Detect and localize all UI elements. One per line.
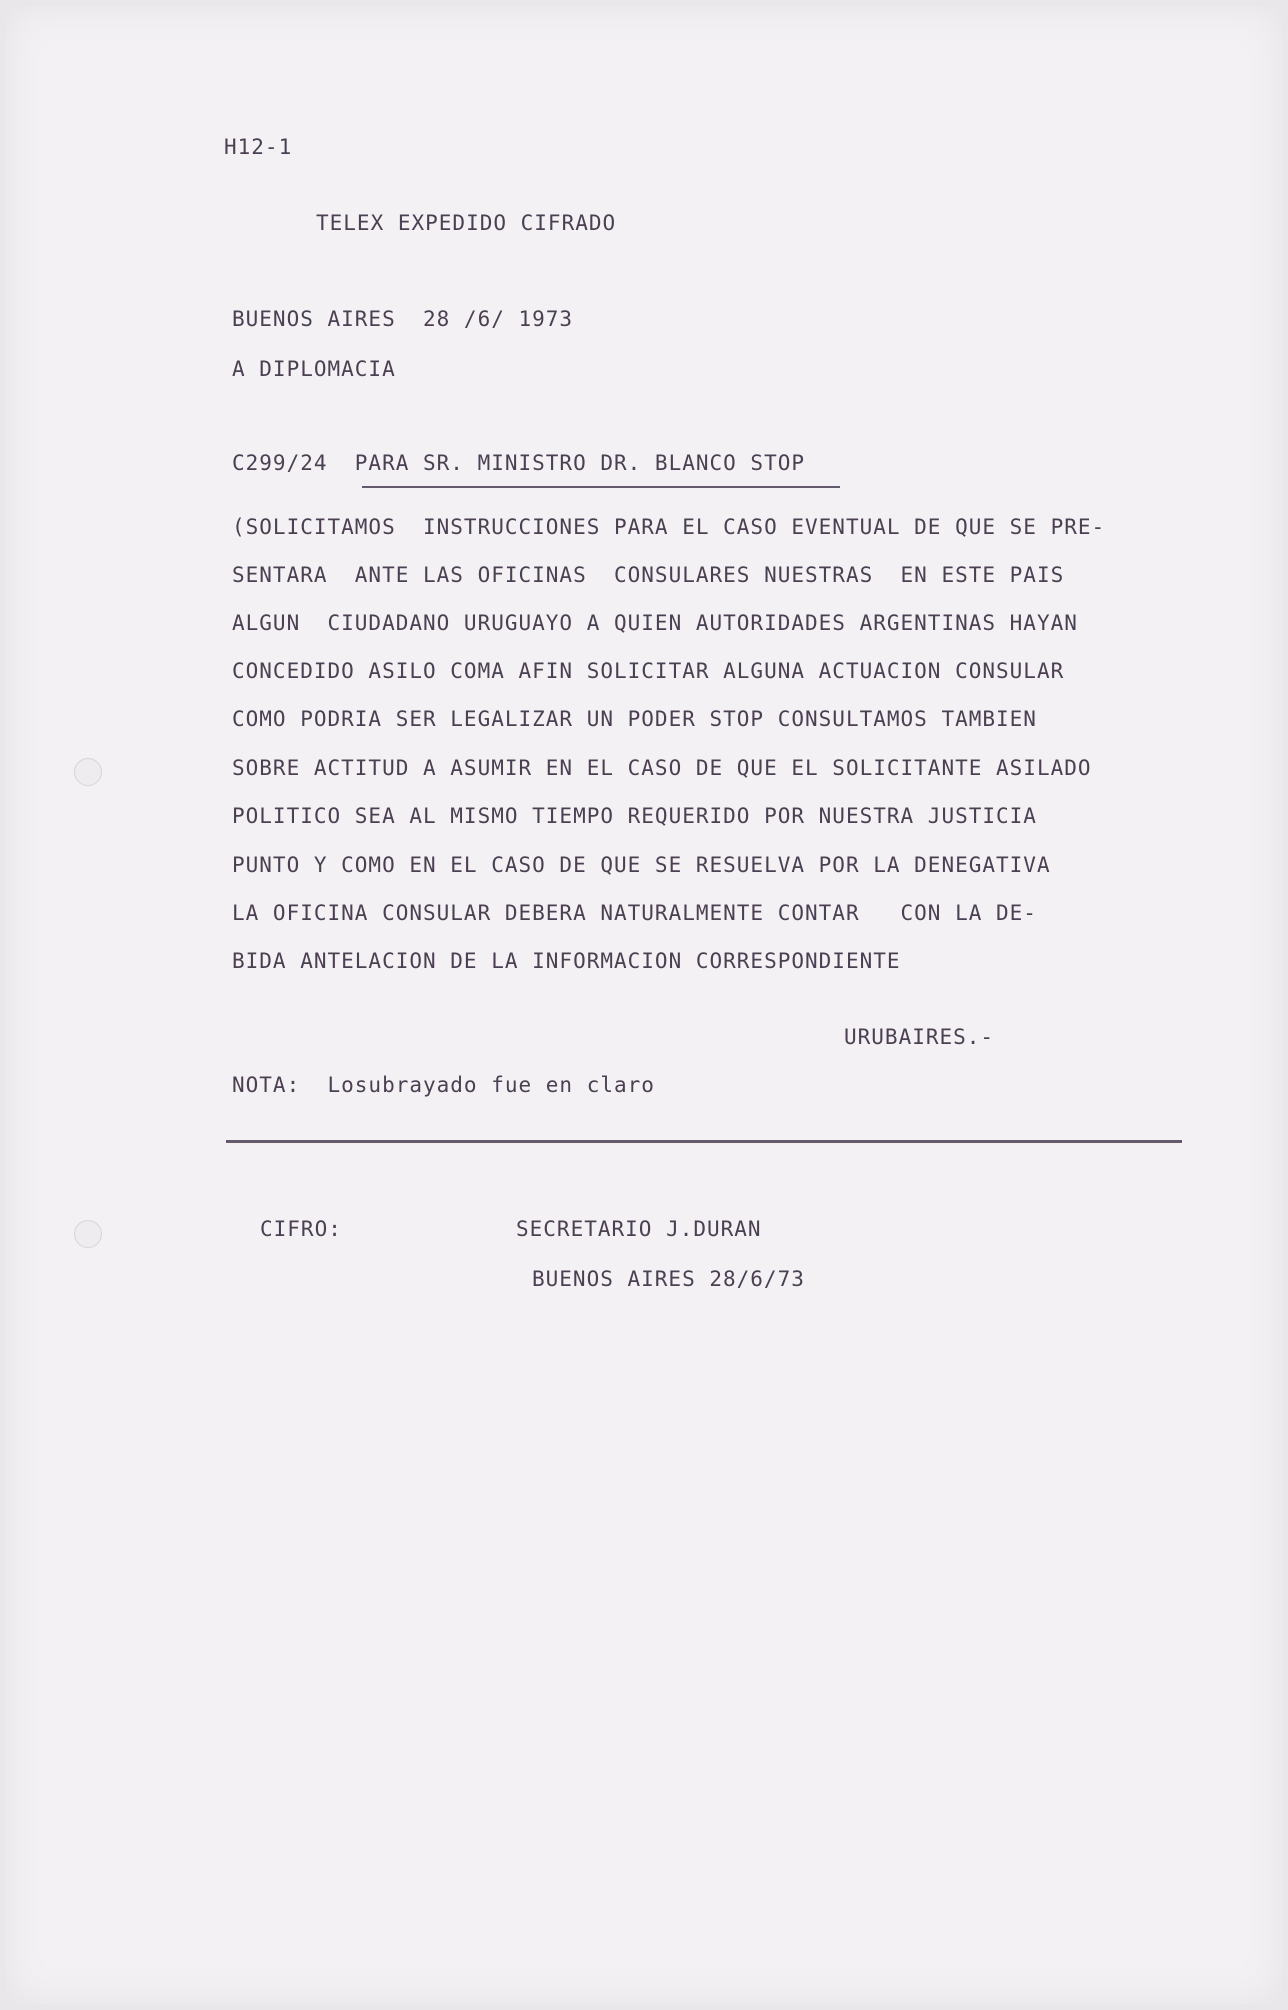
- sign-off: URUBAIRES.-: [844, 1025, 995, 1049]
- body-line: (SOLICITAMOS INSTRUCCIONES PARA EL CASO EVENTUAL DE QUE SE PRE-: [232, 515, 1106, 539]
- cipher-secretary: SECRETARIO J.DURAN: [516, 1217, 762, 1241]
- cipher-label: CIFRO:: [260, 1217, 342, 1241]
- body-line: SENTARA ANTE LAS OFICINAS CONSULARES NUESTRAS EN ESTE PAIS: [232, 563, 1065, 587]
- body-line: SOBRE ACTITUD A ASUMIR EN EL CASO DE QUE EL SOLICITANTE ASILADO: [232, 756, 1092, 780]
- subject-underline: [362, 486, 840, 488]
- body-line: PUNTO Y COMO EN EL CASO DE QUE SE RESUELVA POR LA DENEGATIVA: [232, 853, 1051, 877]
- subject-line: C299/24 PARA SR. MINISTRO DR. BLANCO STOP: [232, 451, 806, 475]
- punch-hole-top: [74, 758, 102, 786]
- punch-hole-bottom: [74, 1220, 102, 1248]
- body-line: ALGUN CIUDADANO URUGUAYO A QUIEN AUTORIDADES ARGENTINAS HAYAN: [232, 611, 1078, 635]
- recipient: A DIPLOMACIA: [232, 357, 396, 381]
- body-line: CONCEDIDO ASILO COMA AFIN SOLICITAR ALGUNA ACTUACION CONSULAR: [232, 659, 1065, 683]
- place-date: BUENOS AIRES 28 /6/ 1973: [232, 307, 574, 331]
- cipher-place-date: BUENOS AIRES 28/6/73: [532, 1267, 805, 1291]
- document-type-heading: TELEX EXPEDIDO CIFRADO: [316, 211, 617, 235]
- separator-rule: [226, 1140, 1182, 1143]
- note-line: NOTA: Losubrayado fue en claro: [232, 1073, 655, 1097]
- body-line: COMO PODRIA SER LEGALIZAR UN PODER STOP CONSULTAMOS TAMBIEN: [232, 707, 1037, 731]
- body-line: POLITICO SEA AL MISMO TIEMPO REQUERIDO POR NUESTRA JUSTICIA: [232, 804, 1037, 828]
- document-page: [6, 6, 1282, 2004]
- body-line: BIDA ANTELACION DE LA INFORMACION CORRESPONDIENTE: [232, 949, 901, 973]
- body-line: LA OFICINA CONSULAR DEBERA NATURALMENTE CONTAR CON LA DE-: [232, 901, 1037, 925]
- document-reference: H12-1: [224, 135, 293, 159]
